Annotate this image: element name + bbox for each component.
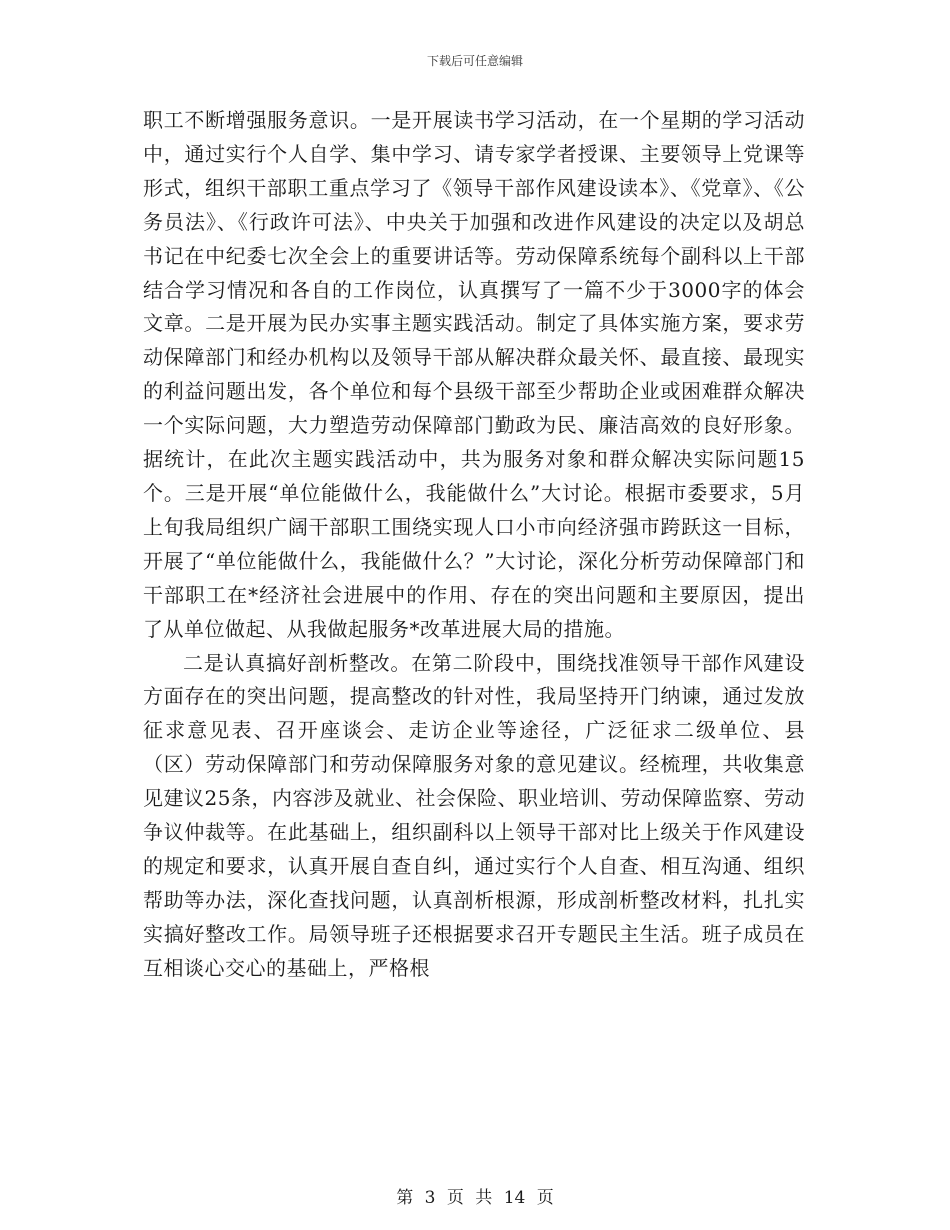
document-body xyxy=(143,104,805,986)
page-header: 下载后可任意编辑 xyxy=(426,54,523,68)
page-number: 第 3 页 共 14 页 xyxy=(396,1188,554,1208)
paragraph-2: 二是认真搞好剖析整改。在第二阶段中，围绕找准领导干部作风建设方面存在的突出问题，提高整改的针对性，我局坚持开门纳谏，通过发放征求意见表、召开座谈会、走访企业等途径，广泛征求二级单位、县（区）劳动保障部门和劳动保障服务对象的意见建议。经梳理，共收集意见建议25条，内容涉及就业、社会保险、职业培训、劳动保障监察、劳动争议仲裁等。在此基础上，组织副科以上领导干部对比上级关于作风建设的规定和要求，认真开展自查自纠，通过实行个人自查、相互沟通、组织帮助等办法，深化查找问题，认真剖析根源，形成剖析整改材料，扎扎实实搞好整改工作。局领导班子还根据要求召开专题民主生活。班子成员在互相谈心交心的基础上，严格根 xyxy=(143,650,805,980)
paragraph-1: 职工不断增强服务意识。一是开展读书学习活动，在一个星期的学习活动中，通过实行个人自学、集中学习、请专家学者授课、主要领导上党课等形式，组织干部职工重点学习了《领导干部作风建设读本》、《党章》、《公务员法》、《行政许可法》、中央关于加强和改进作风建设的决定以及胡总书记在中纪委七次全会上的重要讲话等。劳动保障系统每个副科以上干部结合学习情况和各自的工作岗位，认真撰写了一篇不少于3000字的体会文章。二是开展为民办实事主题实践活动。制定了具体实施方案，要求劳动保障部门和经办机构以及领导干部从解决群众最关怀、最直接、最现实的利益问题出发，各个单位和每个县级干部至少帮助企业或困难群众解决一个实际问题，大力塑造劳动保障部门勤政为民、廉洁高效的良好形象。据统计，在此次主题实践活动中，共为服务对象和群众解决实际问题15个。三是开展“单位能做什么，我能做什么”大讨论。根据市委要求，5月上旬我局组织广阔干部职工围绕实现人口小市向经济强市跨跃这一目标，开展了“单位能做什么，我能做什么？”大讨论，深化分析劳动保障部门和干部职工在*经济社会进展中的作用、存在的突出问题和主要原因，提出了从单位做起、从我做起服务*改革进展大局的措施。 xyxy=(143,108,805,641)
